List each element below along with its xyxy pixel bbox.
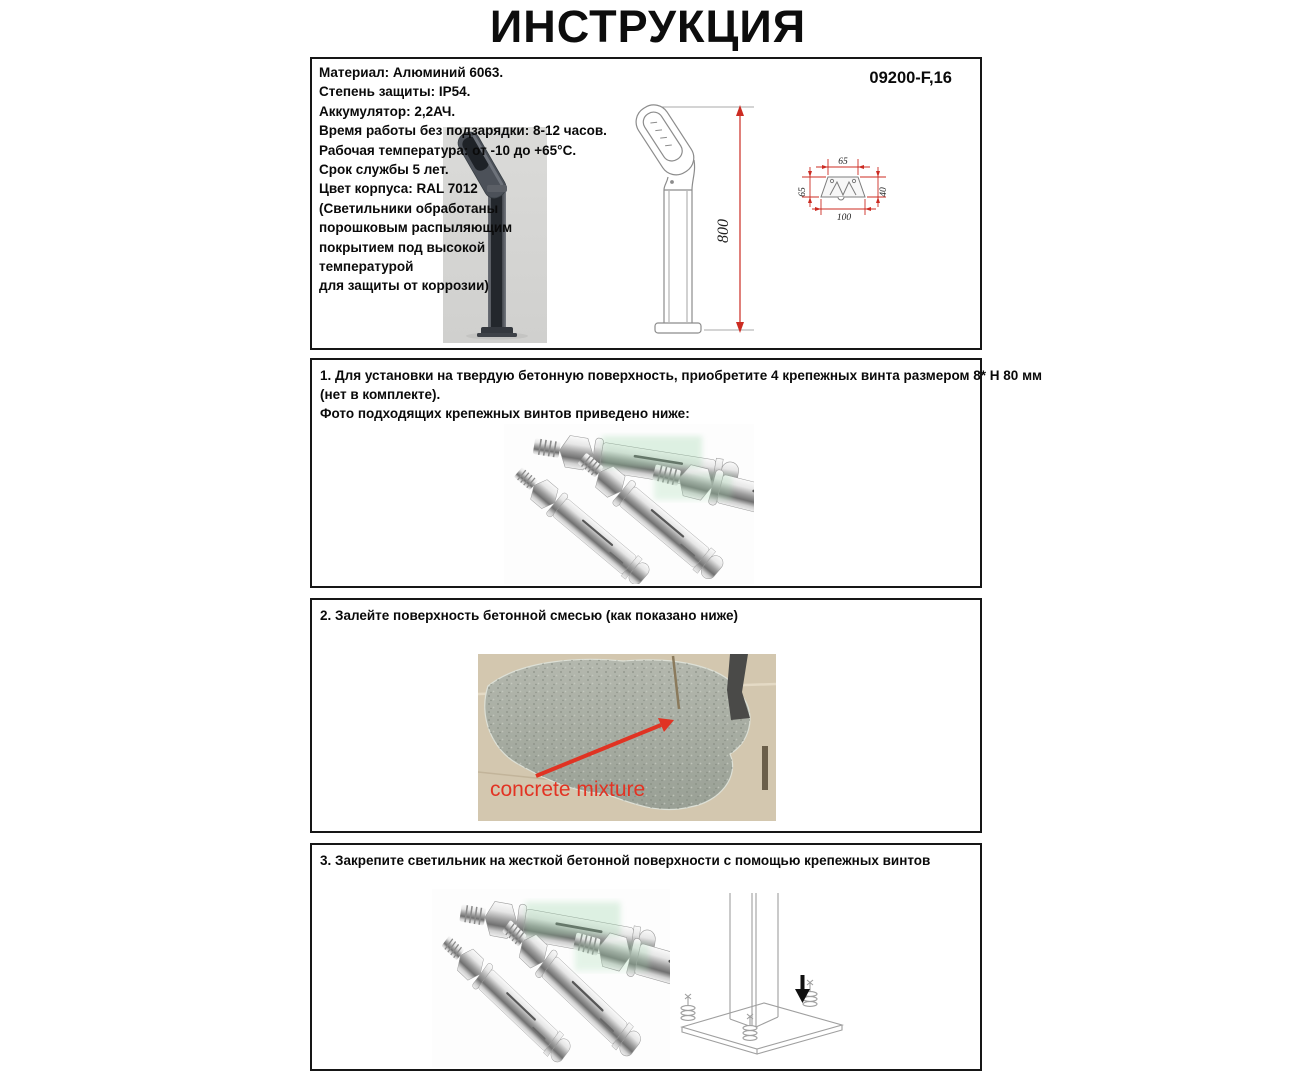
step1-line: Фото подходящих крепежных винтов приведено ниже: xyxy=(320,406,690,421)
spec-line: покрытием под высокой xyxy=(319,239,486,255)
step1-panel xyxy=(310,358,1043,588)
anchor-bolts-photo xyxy=(432,889,670,1067)
cross-right-dimension-label: 40 xyxy=(879,187,889,197)
concrete-mixture-label: concrete mixture xyxy=(490,778,646,801)
height-dimension-label: 800 xyxy=(715,219,732,243)
cross-section-drawing xyxy=(786,145,906,240)
spec-list xyxy=(319,63,739,296)
step3-panel xyxy=(310,843,982,1071)
step2-text xyxy=(320,606,738,625)
step1-text xyxy=(320,366,1042,423)
spec-line: Срок службы 5 лет. xyxy=(319,162,449,178)
cross-left-dimension-label: 65 xyxy=(798,187,808,197)
spec-line: порошковым распыляющим xyxy=(319,220,513,236)
spec-line: Материал: Алюминий 6063. xyxy=(319,65,504,80)
spec-line: температурой xyxy=(319,259,414,275)
spec-line: для защиты от коррозии) xyxy=(319,278,489,294)
spec-panel xyxy=(310,57,982,350)
step3-text xyxy=(320,851,930,870)
step3-line: 3. Закрепите светильник на жесткой бетонной поверхности с помощью крепежных винтов xyxy=(320,853,931,868)
anchor-bolts-photo xyxy=(504,424,754,584)
cross-top-dimension-label: 65 xyxy=(838,157,848,167)
spec-line: Аккумулятор: 2,2АЧ. xyxy=(319,103,456,119)
step1-line: (нет в комплекте). xyxy=(320,387,441,402)
concrete-mixture-photo xyxy=(478,654,776,821)
spec-line: Степень защиты: IP54. xyxy=(319,84,471,100)
base-mounting-diagram xyxy=(652,879,870,1069)
step2-line: 2. Залейте поверхность бетонной смесью (как показано ниже) xyxy=(320,608,739,623)
spec-line: Цвет корпуса: RAL 7012 xyxy=(319,181,478,197)
model-number: 09200-F,16 xyxy=(869,69,952,87)
cross-bottom-dimension-label: 100 xyxy=(836,213,852,223)
step1-line: 1. Для установки на твердую бетонную поверхность, приобретите 4 крепежных винта размером 8* Н 80 мм xyxy=(320,368,1043,383)
spec-line: (Светильники обработаны xyxy=(319,200,499,216)
spec-line: Время работы без подзарядки: 8-12 часов. xyxy=(319,123,607,139)
page-title: ИНСТРУКЦИЯ xyxy=(489,1,807,52)
step2-panel xyxy=(310,598,982,833)
spec-line: Рабочая температура: от -10 до +65°С. xyxy=(319,142,577,158)
